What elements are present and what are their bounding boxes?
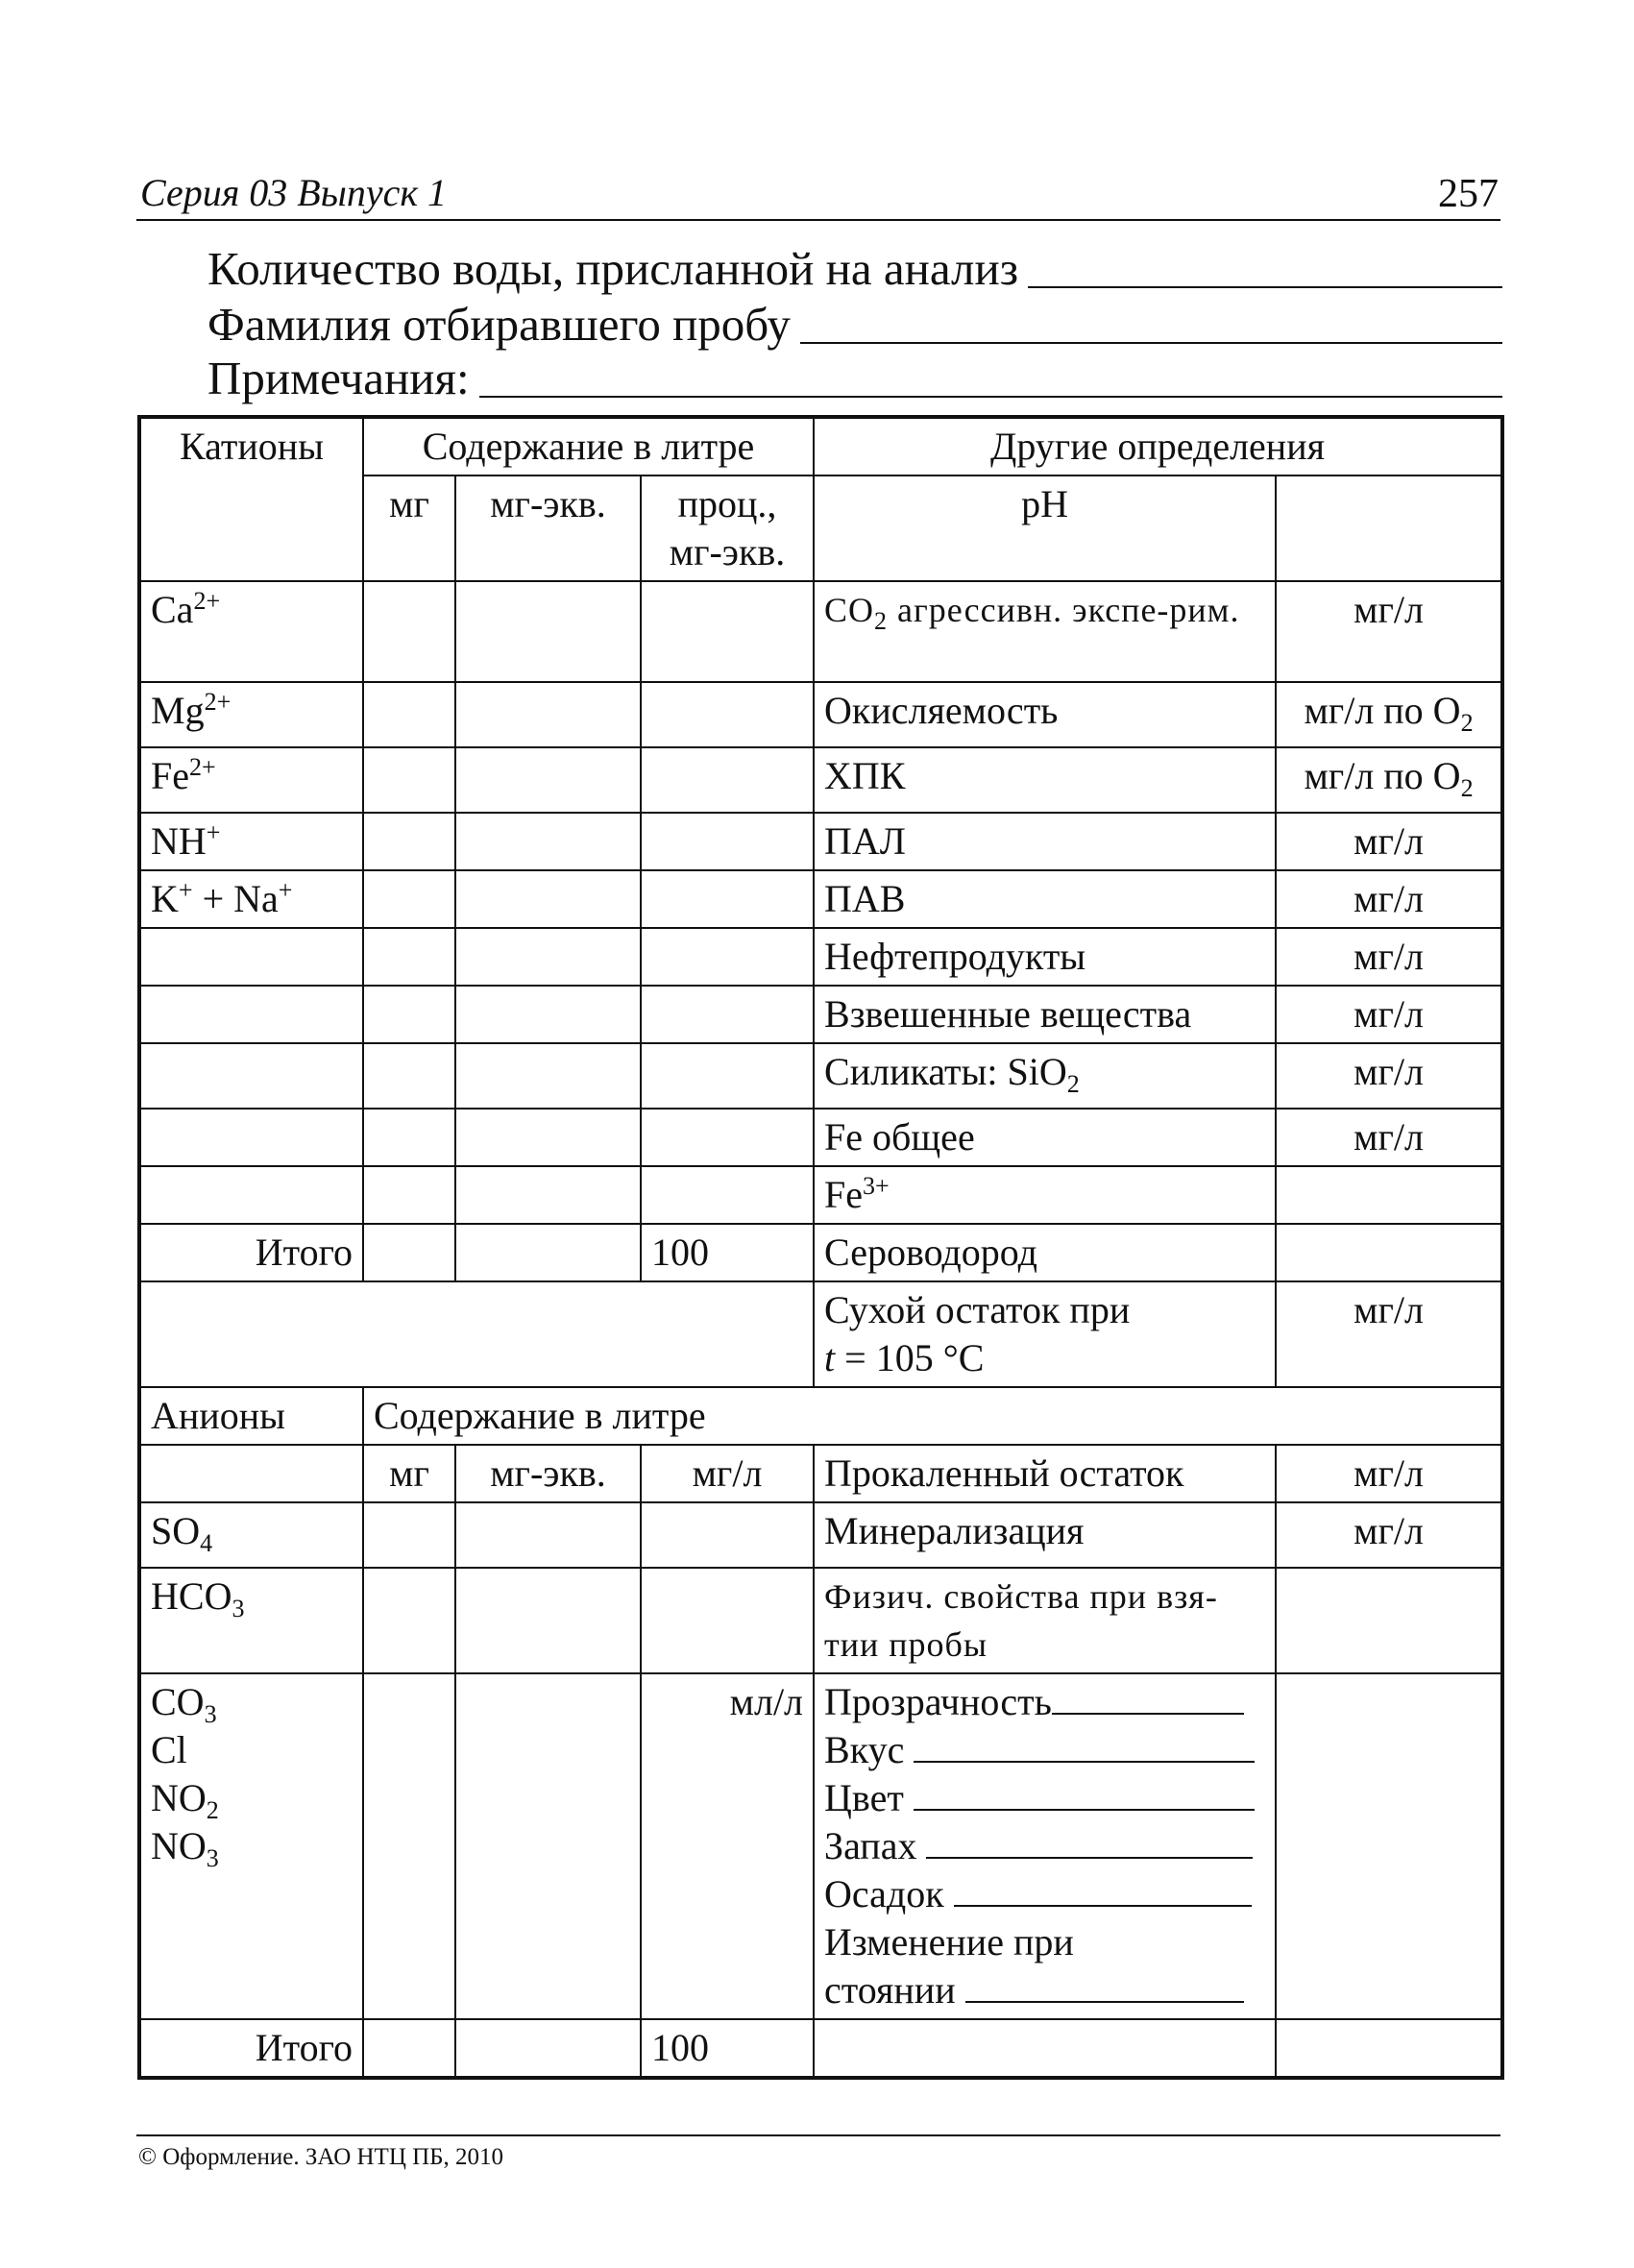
ion-cell: $Mg^{2+}$ (139, 682, 363, 747)
table-row (139, 986, 1502, 1043)
smell-blank[interactable] (926, 1826, 1253, 1859)
determination-cell: Прокаленный остаток (814, 1445, 1276, 1502)
col-other: Другие определения (814, 417, 1502, 476)
series-label: Серия 03 Выпуск 1 (140, 171, 448, 214)
sub-mg-eq: мг-экв. (455, 476, 641, 581)
value-cell[interactable] (455, 682, 641, 747)
ml-l-cell: мл/л (641, 1673, 814, 2019)
table-row (139, 747, 1502, 813)
determination-cell: ПАВ (814, 870, 1276, 928)
water-amount-field (207, 242, 1502, 296)
value-cell[interactable] (455, 1502, 641, 1568)
ion-cell: $SO_4$ (139, 1502, 363, 1568)
value-cell[interactable] (363, 747, 455, 813)
value-cell[interactable] (641, 986, 814, 1043)
change-blank[interactable] (965, 1970, 1244, 2003)
value-cell[interactable] (814, 2019, 1276, 2078)
unit-cell: мг/л (1276, 1281, 1502, 1387)
determination-cell: Fe общее (814, 1109, 1276, 1166)
physical-properties-row (139, 1673, 1502, 2019)
sub-mg-eq: мг-экв. (455, 1445, 641, 1502)
value-cell[interactable] (641, 928, 814, 986)
ion-cell: $Fe^{2+}$ (139, 747, 363, 813)
sub-mg: мг (363, 476, 455, 581)
total-label: Итого (139, 2019, 363, 2078)
value-cell[interactable] (455, 1673, 641, 2019)
value-cell[interactable] (363, 682, 455, 747)
col-cations: Катионы (139, 417, 363, 581)
value-cell[interactable] (363, 813, 455, 870)
determination-cell: Окисляемость (814, 682, 1276, 747)
notes-label: Примечания: (207, 352, 470, 404)
ion-list-cell: $CO_3$ Cl $NO_2$ $NO_3$ (139, 1673, 363, 2019)
notes-field (207, 352, 1502, 405)
table-row (139, 813, 1502, 870)
sampler-name-blank[interactable] (800, 342, 1502, 344)
total-value: 100 (641, 1224, 814, 1281)
unit-cell: мг/л (1276, 986, 1502, 1043)
sub-pct: проц., мг-экв. (641, 476, 814, 581)
value-cell[interactable] (455, 1568, 641, 1673)
value-cell[interactable] (363, 928, 455, 986)
sub-mg: мг (363, 1445, 455, 1502)
table-row (139, 581, 1502, 682)
ph-value-cell[interactable] (1276, 476, 1502, 581)
value-cell[interactable] (1276, 2019, 1502, 2078)
page-header (136, 171, 1500, 221)
determination-cell: ПАЛ (814, 813, 1276, 870)
total-value: 100 (641, 2019, 814, 2078)
unit-cell: мг/л по $O_2$ (1276, 682, 1502, 747)
anions-total-row (139, 2019, 1502, 2078)
total-label: Итого (139, 1224, 363, 1281)
unit-cell[interactable] (1276, 1224, 1502, 1281)
anions-header-row (139, 1387, 1502, 1445)
determination-cell: ХПК (814, 747, 1276, 813)
unit-cell: мг/л (1276, 1109, 1502, 1166)
value-cell[interactable] (363, 870, 455, 928)
unit-cell[interactable] (1276, 1166, 1502, 1224)
table-row (139, 870, 1502, 928)
ion-cell: $Ca^{2+}$ (139, 581, 363, 682)
ion-cell: $HCO_3$ (139, 1568, 363, 1673)
value-cell[interactable] (641, 581, 814, 682)
taste-blank[interactable] (914, 1730, 1255, 1763)
determination-cell: $Fe^{3+}$ (814, 1166, 1276, 1224)
table-row (139, 1166, 1502, 1224)
unit-cell[interactable] (1276, 1673, 1502, 2019)
determination-cell: Сухой остаток при t = 105 °C (814, 1281, 1276, 1387)
unit-cell: мг/л (1276, 928, 1502, 986)
col-anions: Анионы (139, 1387, 363, 1445)
value-cell[interactable] (455, 928, 641, 986)
value-cell[interactable] (363, 1043, 455, 1109)
ion-cell[interactable] (139, 1109, 363, 1166)
ion-cell: K+ + Na+ (139, 870, 363, 928)
unit-cell: мг/л (1276, 1043, 1502, 1109)
determination-cell: Минерализация (814, 1502, 1276, 1568)
value-cell[interactable] (363, 2019, 455, 2078)
determination-cell: Силикаты: SiO$_2$ (814, 1043, 1276, 1109)
ion-cell[interactable] (139, 986, 363, 1043)
value-cell[interactable] (363, 581, 455, 682)
unit-cell: мг/л (1276, 1445, 1502, 1502)
value-cell[interactable] (641, 682, 814, 747)
value-cell[interactable] (641, 747, 814, 813)
water-amount-label: Количество воды, присланной на анализ (207, 242, 1019, 295)
value-cell[interactable] (363, 1673, 455, 2019)
value-cell[interactable] (455, 1166, 641, 1224)
value-cell[interactable] (363, 1568, 455, 1673)
unit-cell: мг/л (1276, 581, 1502, 682)
determination-cell: Нефтепродукты (814, 928, 1276, 986)
col-anions-content: Содержание в литре (363, 1387, 1502, 1445)
value-cell[interactable] (641, 813, 814, 870)
value-cell[interactable] (363, 986, 455, 1043)
value-cell[interactable] (455, 747, 641, 813)
properties-cell: Прозрачность Вкус Цвет Запах Осадок Изменение при стоянии (814, 1673, 1276, 2019)
table-row (139, 1043, 1502, 1109)
ion-cell[interactable] (139, 1043, 363, 1109)
unit-cell: мг/л (1276, 1502, 1502, 1568)
unit-cell[interactable] (1276, 1568, 1502, 1673)
analysis-form-table (137, 415, 1504, 2080)
unit-cell: мг/л (1276, 870, 1502, 928)
value-cell[interactable] (455, 581, 641, 682)
table-row (139, 928, 1502, 986)
value-cell[interactable] (455, 813, 641, 870)
value-cell[interactable] (363, 1502, 455, 1568)
value-cell[interactable] (455, 870, 641, 928)
unit-cell: мг/л (1276, 813, 1502, 870)
value-cell[interactable] (455, 986, 641, 1043)
col-content: Содержание в литре (363, 417, 814, 476)
value-cell[interactable] (641, 1166, 814, 1224)
value-cell[interactable] (363, 1224, 455, 1281)
copyright-footer: © Оформление. ЗАО НТЦ ПБ, 2010 (138, 2144, 504, 2170)
determination-cell: Физич. свойства при взя-тии пробы (814, 1568, 1276, 1673)
empty-cell (139, 1445, 363, 1502)
table-row (139, 1502, 1502, 1568)
color-blank[interactable] (914, 1778, 1255, 1811)
sampler-name-field (207, 298, 1502, 352)
table-row (139, 1109, 1502, 1166)
notes-blank[interactable] (479, 396, 1502, 398)
value-cell[interactable] (455, 1224, 641, 1281)
value-cell[interactable] (363, 1109, 455, 1166)
dry-residue-row (139, 1281, 1502, 1387)
cations-total-row (139, 1224, 1502, 1281)
value-cell[interactable] (455, 2019, 641, 2078)
value-cell[interactable] (641, 1109, 814, 1166)
sediment-blank[interactable] (954, 1874, 1252, 1907)
value-cell[interactable] (641, 1568, 814, 1673)
value-cell[interactable] (363, 1166, 455, 1224)
sub-mg-l: мг/л (641, 1445, 814, 1502)
ion-cell[interactable] (139, 928, 363, 986)
value-cell[interactable] (641, 1502, 814, 1568)
value-cell[interactable] (641, 1043, 814, 1109)
determination-cell: Взвешенные вещества (814, 986, 1276, 1043)
unit-cell: мг/л по $O_2$ (1276, 747, 1502, 813)
value-cell[interactable] (455, 1043, 641, 1109)
sub-ph: pH (814, 476, 1276, 581)
table-row (139, 682, 1502, 747)
footer-divider (136, 2134, 1500, 2136)
transparency-blank[interactable] (1052, 1682, 1244, 1715)
water-amount-blank[interactable] (1028, 286, 1502, 288)
sampler-name-label: Фамилия отбиравшего пробу (207, 298, 791, 351)
table-row (139, 1568, 1502, 1673)
value-cell[interactable] (455, 1109, 641, 1166)
cations-header-row (139, 417, 1502, 476)
empty-merged-cell (139, 1281, 814, 1387)
anions-subheader-row (139, 1445, 1502, 1502)
page-number: 257 (1438, 172, 1499, 216)
determination-cell: Сероводород (814, 1224, 1276, 1281)
ion-cell[interactable] (139, 1166, 363, 1224)
value-cell[interactable] (641, 870, 814, 928)
ion-cell: NH+ (139, 813, 363, 870)
determination-cell: $CO_2$ агрессивн. экспе-рим. (814, 581, 1276, 682)
